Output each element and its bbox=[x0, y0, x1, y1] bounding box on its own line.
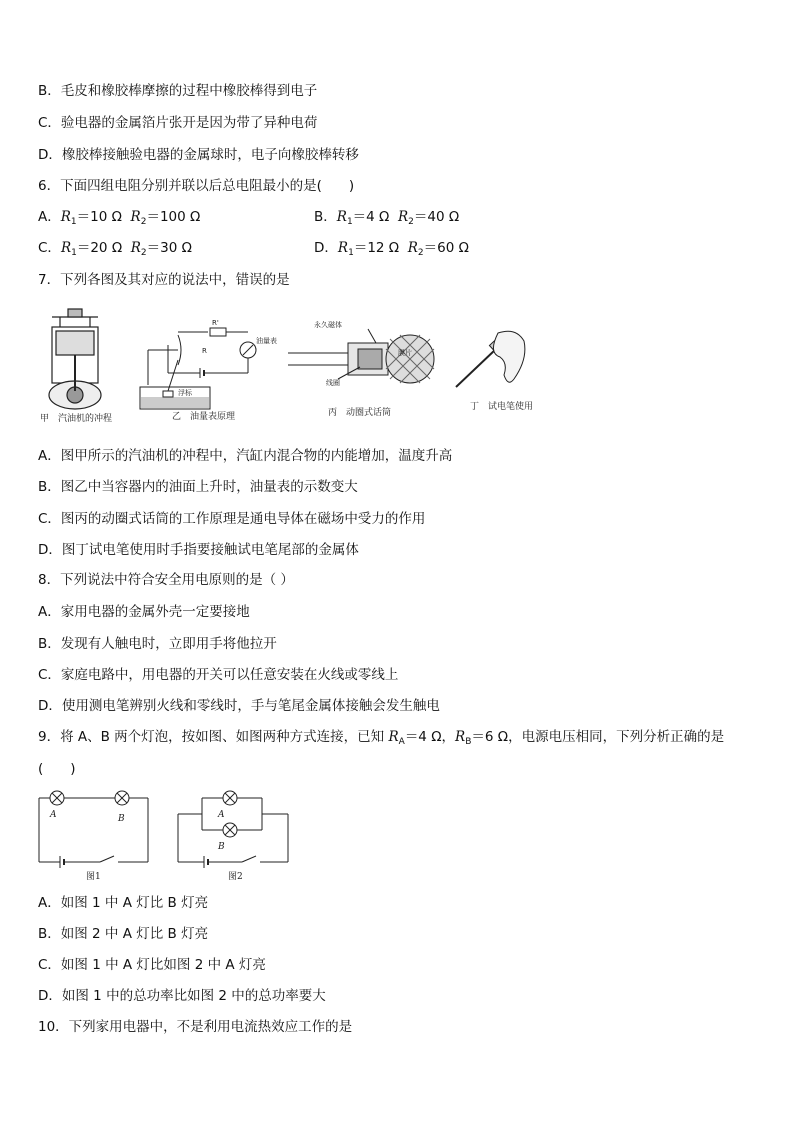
q6-option-b: B．$R_1=4$ Ω $R_2=40$ Ω bbox=[314, 209, 460, 227]
q7-option-b: B．图乙中当容器内的油面上升时，油量表的示数变大 bbox=[38, 479, 358, 495]
fig-bing-caption: 丙 动圈式话筒 bbox=[328, 408, 392, 418]
fig-bing-coil: 线圈 bbox=[326, 379, 340, 387]
q7-option-c: C．图丙的动圈式话筒的工作原理是通电导体在磁场中受力的作用 bbox=[38, 511, 426, 527]
fig1-lamp-b-label: B bbox=[118, 814, 125, 824]
q5-option-d: D．橡胶棒接触验电器的金属球时，电子向橡胶棒转移 bbox=[38, 147, 359, 163]
q7-figure bbox=[38, 305, 538, 425]
q9-option-c: C．如图 1 中 A 灯比如图 2 中 A 灯亮 bbox=[38, 957, 266, 973]
q8-option-b: B．发现有人触电时，立即用手将他拉开 bbox=[38, 636, 277, 652]
q9-option-b: B．如图 2 中 A 灯比 B 灯亮 bbox=[38, 926, 209, 942]
q9-option-a: A．如图 1 中 A 灯比 B 灯亮 bbox=[38, 895, 209, 911]
fig2-lamp-a-label: A bbox=[218, 810, 225, 820]
circuit-fig2 bbox=[178, 791, 288, 868]
q9-circuits-figure bbox=[38, 790, 298, 882]
q9-stem: 9．将 A、B 两个灯泡，按如图、如图两种方式连接，已知 $R_A=4$ Ω，$R_B=6$ Ω，电源电压相同，下列分析正确的是 bbox=[38, 729, 725, 747]
q5-option-c: C．验电器的金属箔片张开是因为带了异种电荷 bbox=[38, 115, 318, 131]
q7-option-a: A．图甲所示的汽油机的冲程中，汽缸内混合物的内能增加，温度升高 bbox=[38, 448, 453, 464]
q9-option-d: D．如图 1 中的总功率比如图 2 中的总功率要大 bbox=[38, 988, 326, 1004]
q6-option-a: A．$R_1=10$ Ω $R_2=100$ Ω bbox=[38, 209, 201, 227]
q8-option-a: A．家用电器的金属外壳一定要接地 bbox=[38, 604, 250, 620]
fig-jia-caption: 甲 汽油机的冲程 bbox=[40, 414, 113, 424]
test-pen-figure bbox=[456, 331, 525, 387]
q6-stem: 6．下面四组电阻分别并联以后总电阻最小的是( ) bbox=[38, 178, 355, 194]
fig-ding-caption: 丁 试电笔使用 bbox=[470, 402, 534, 412]
q7-option-d: D．图丁试电笔使用时手指要接触试电笔尾部的金属体 bbox=[38, 542, 359, 558]
q5-option-b: B．毛皮和橡胶棒摩擦的过程中橡胶棒得到电子 bbox=[38, 83, 318, 99]
fig-yi-caption: 乙 油量表原理 bbox=[172, 412, 236, 422]
fig-yi-rp: R' bbox=[212, 319, 219, 327]
q6-option-d: D．$R_1=12$ Ω $R_2=60$ Ω bbox=[314, 240, 469, 258]
fig-yi-oil-meter: 油量表 bbox=[256, 337, 277, 345]
q7-stem: 7．下列各图及其对应的说法中，错误的是 bbox=[38, 272, 290, 288]
fig-yi-float: 浮标 bbox=[178, 389, 192, 397]
fig-bing-magnet: 永久磁体 bbox=[314, 321, 342, 329]
q8-stem: 8．下列说法中符合安全用电原则的是（ ） bbox=[38, 572, 294, 588]
q10-stem: 10．下列家用电器中，不是利用电流热效应工作的是 bbox=[38, 1019, 353, 1035]
fig-yi-r: R bbox=[202, 347, 207, 355]
microphone-figure bbox=[288, 329, 434, 383]
oil-meter-figure bbox=[140, 328, 256, 409]
q9-answer-paren: ( ) bbox=[38, 761, 76, 777]
fig2-lamp-b-label: B bbox=[218, 842, 225, 852]
fig1-lamp-a-label: A bbox=[50, 810, 57, 820]
fig1-caption: 图1 bbox=[86, 872, 101, 882]
engine-figure bbox=[49, 309, 101, 409]
q8-option-d: D．使用测电笔辨别火线和零线时，手与笔尾金属体接触会发生触电 bbox=[38, 698, 440, 714]
fig-bing-membrane: 膜片 bbox=[398, 349, 412, 357]
fig2-caption: 图2 bbox=[228, 872, 243, 882]
q8-option-c: C．家庭电路中，用电器的开关可以任意安装在火线或零线上 bbox=[38, 667, 399, 683]
q6-option-c: C．$R_1=20$ Ω $R_2=30$ Ω bbox=[38, 240, 192, 258]
circuit-fig1 bbox=[39, 791, 148, 868]
